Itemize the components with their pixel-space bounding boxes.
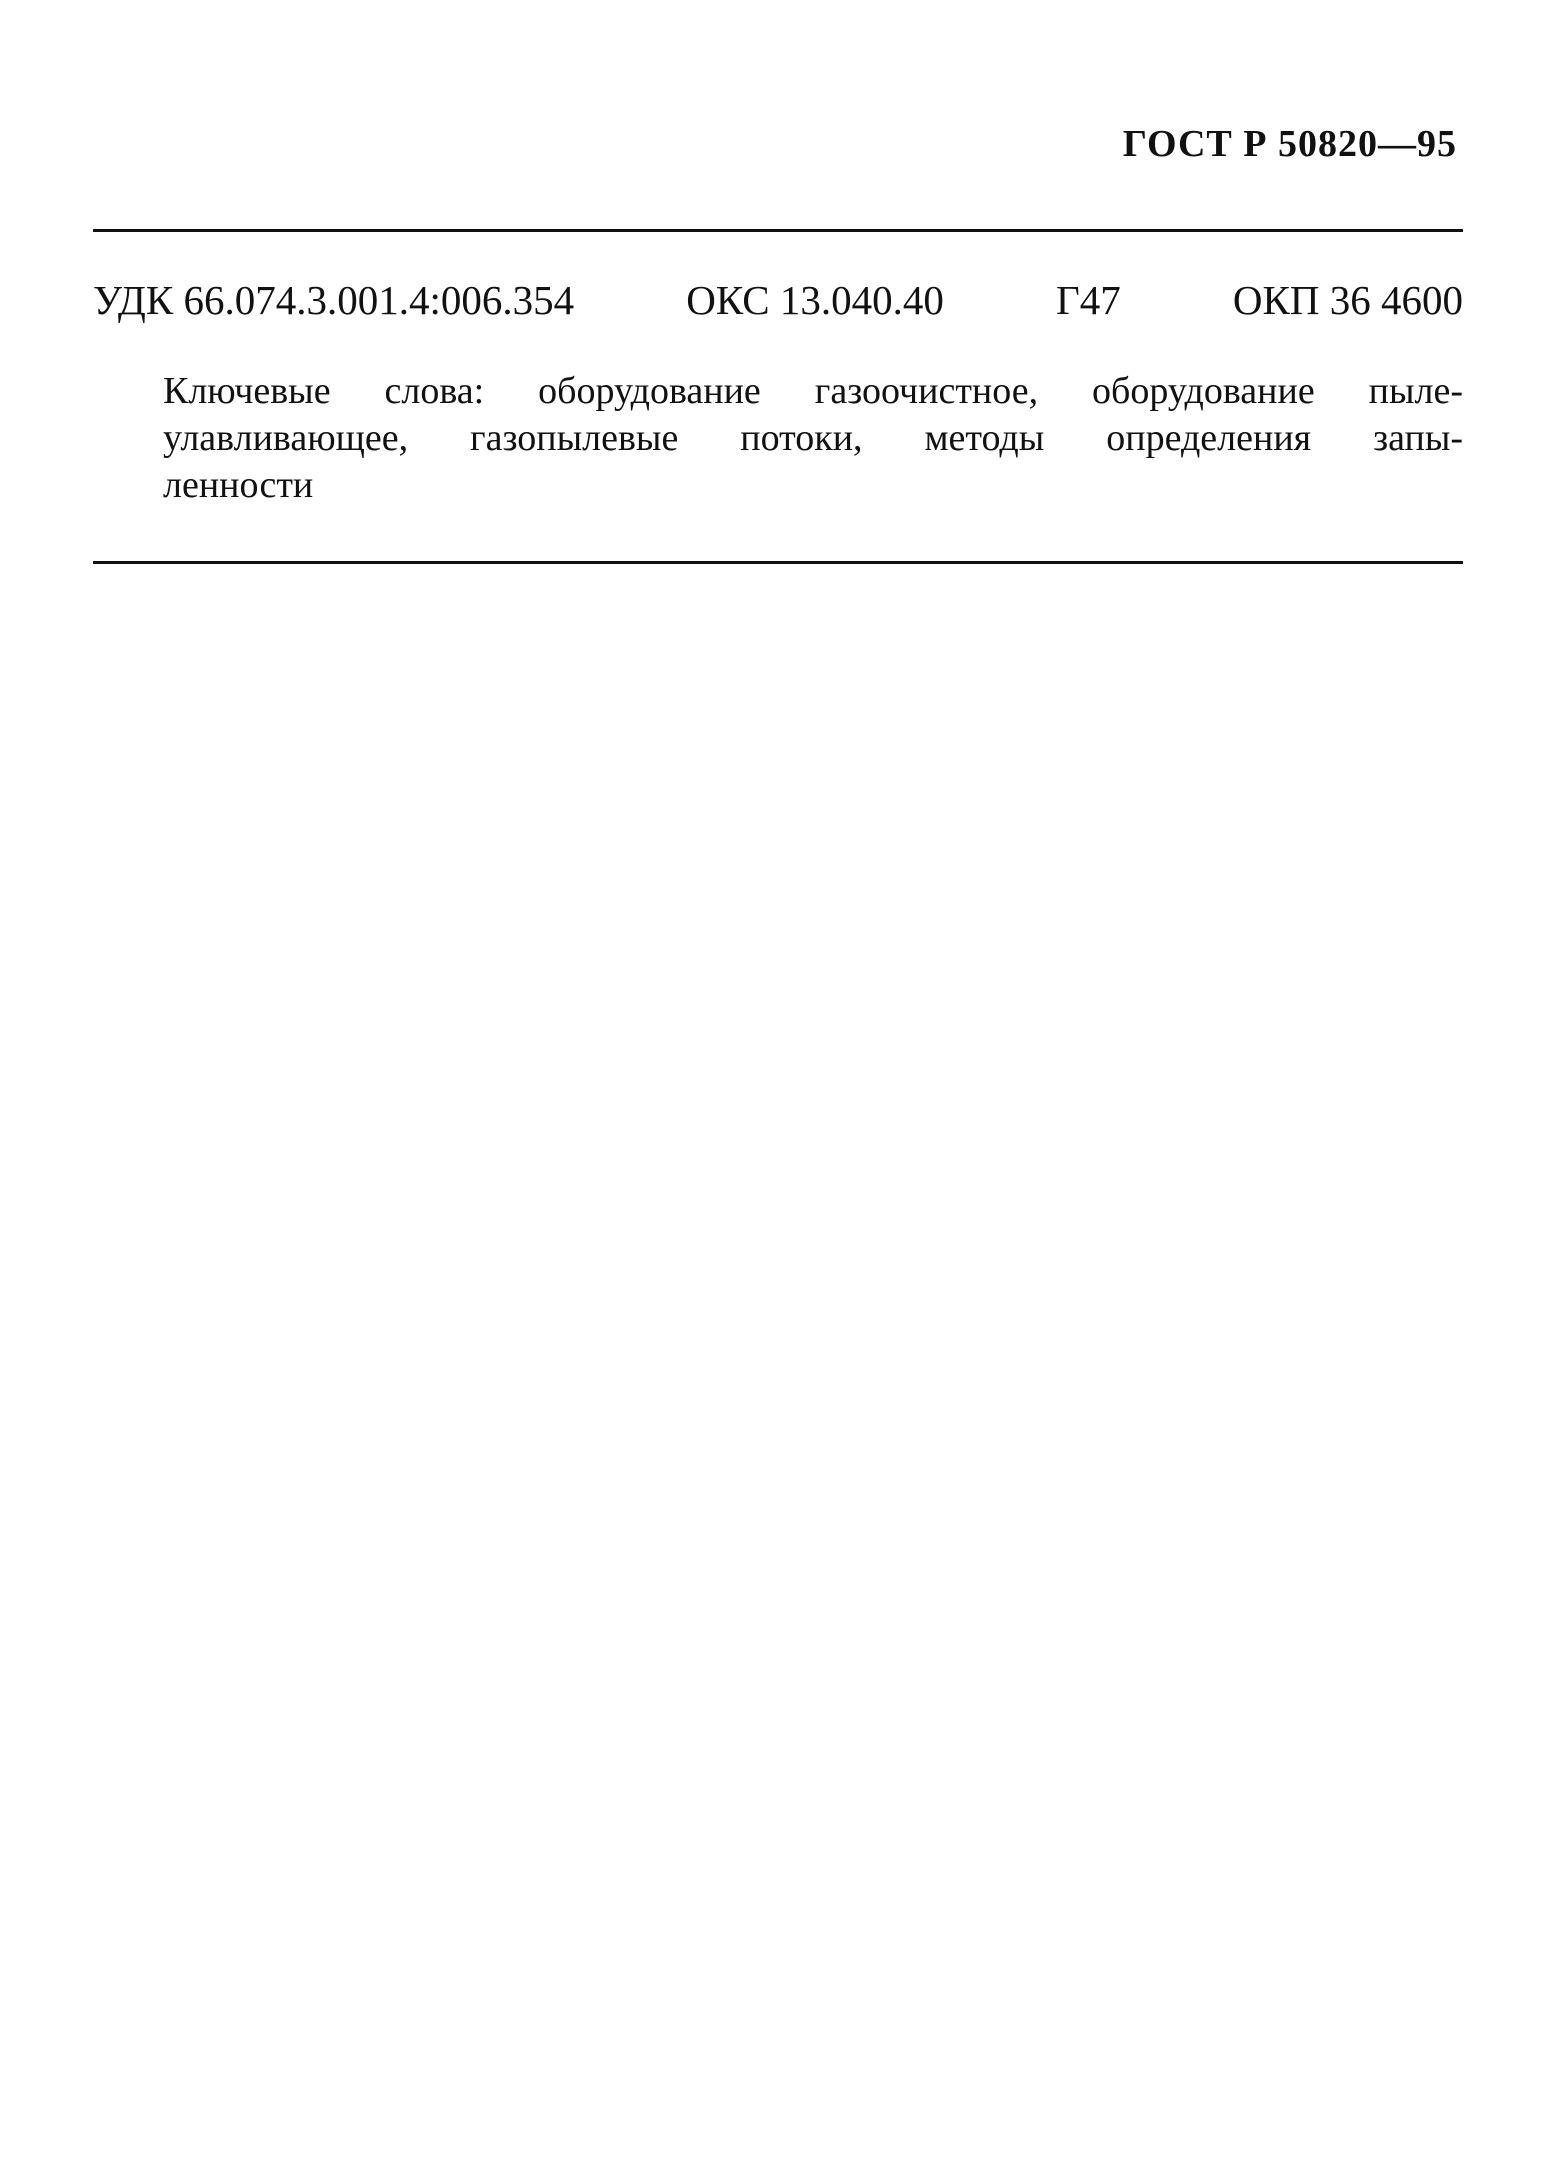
okp-code: ОКП 36 4600 <box>1232 277 1463 323</box>
keywords-line: улавливающее, газопылевые потоки, методы определения запы- <box>163 417 1463 459</box>
udk-code: УДК 66.074.3.001.4:006.354 <box>93 277 575 323</box>
bottom-divider <box>93 561 1463 564</box>
top-divider <box>93 229 1463 232</box>
keywords-line: Ключевые слова: оборудование газоочистное, оборудование пыле- <box>163 370 1463 412</box>
classification-row <box>93 270 1463 330</box>
keywords-line: ленности <box>163 464 314 506</box>
document-number: ГОСТ Р 50820—95 <box>1122 123 1457 165</box>
keywords-block <box>163 368 1463 509</box>
oks-code: ОКС 13.040.40 <box>686 277 944 323</box>
group-code: Г47 <box>1056 277 1121 323</box>
